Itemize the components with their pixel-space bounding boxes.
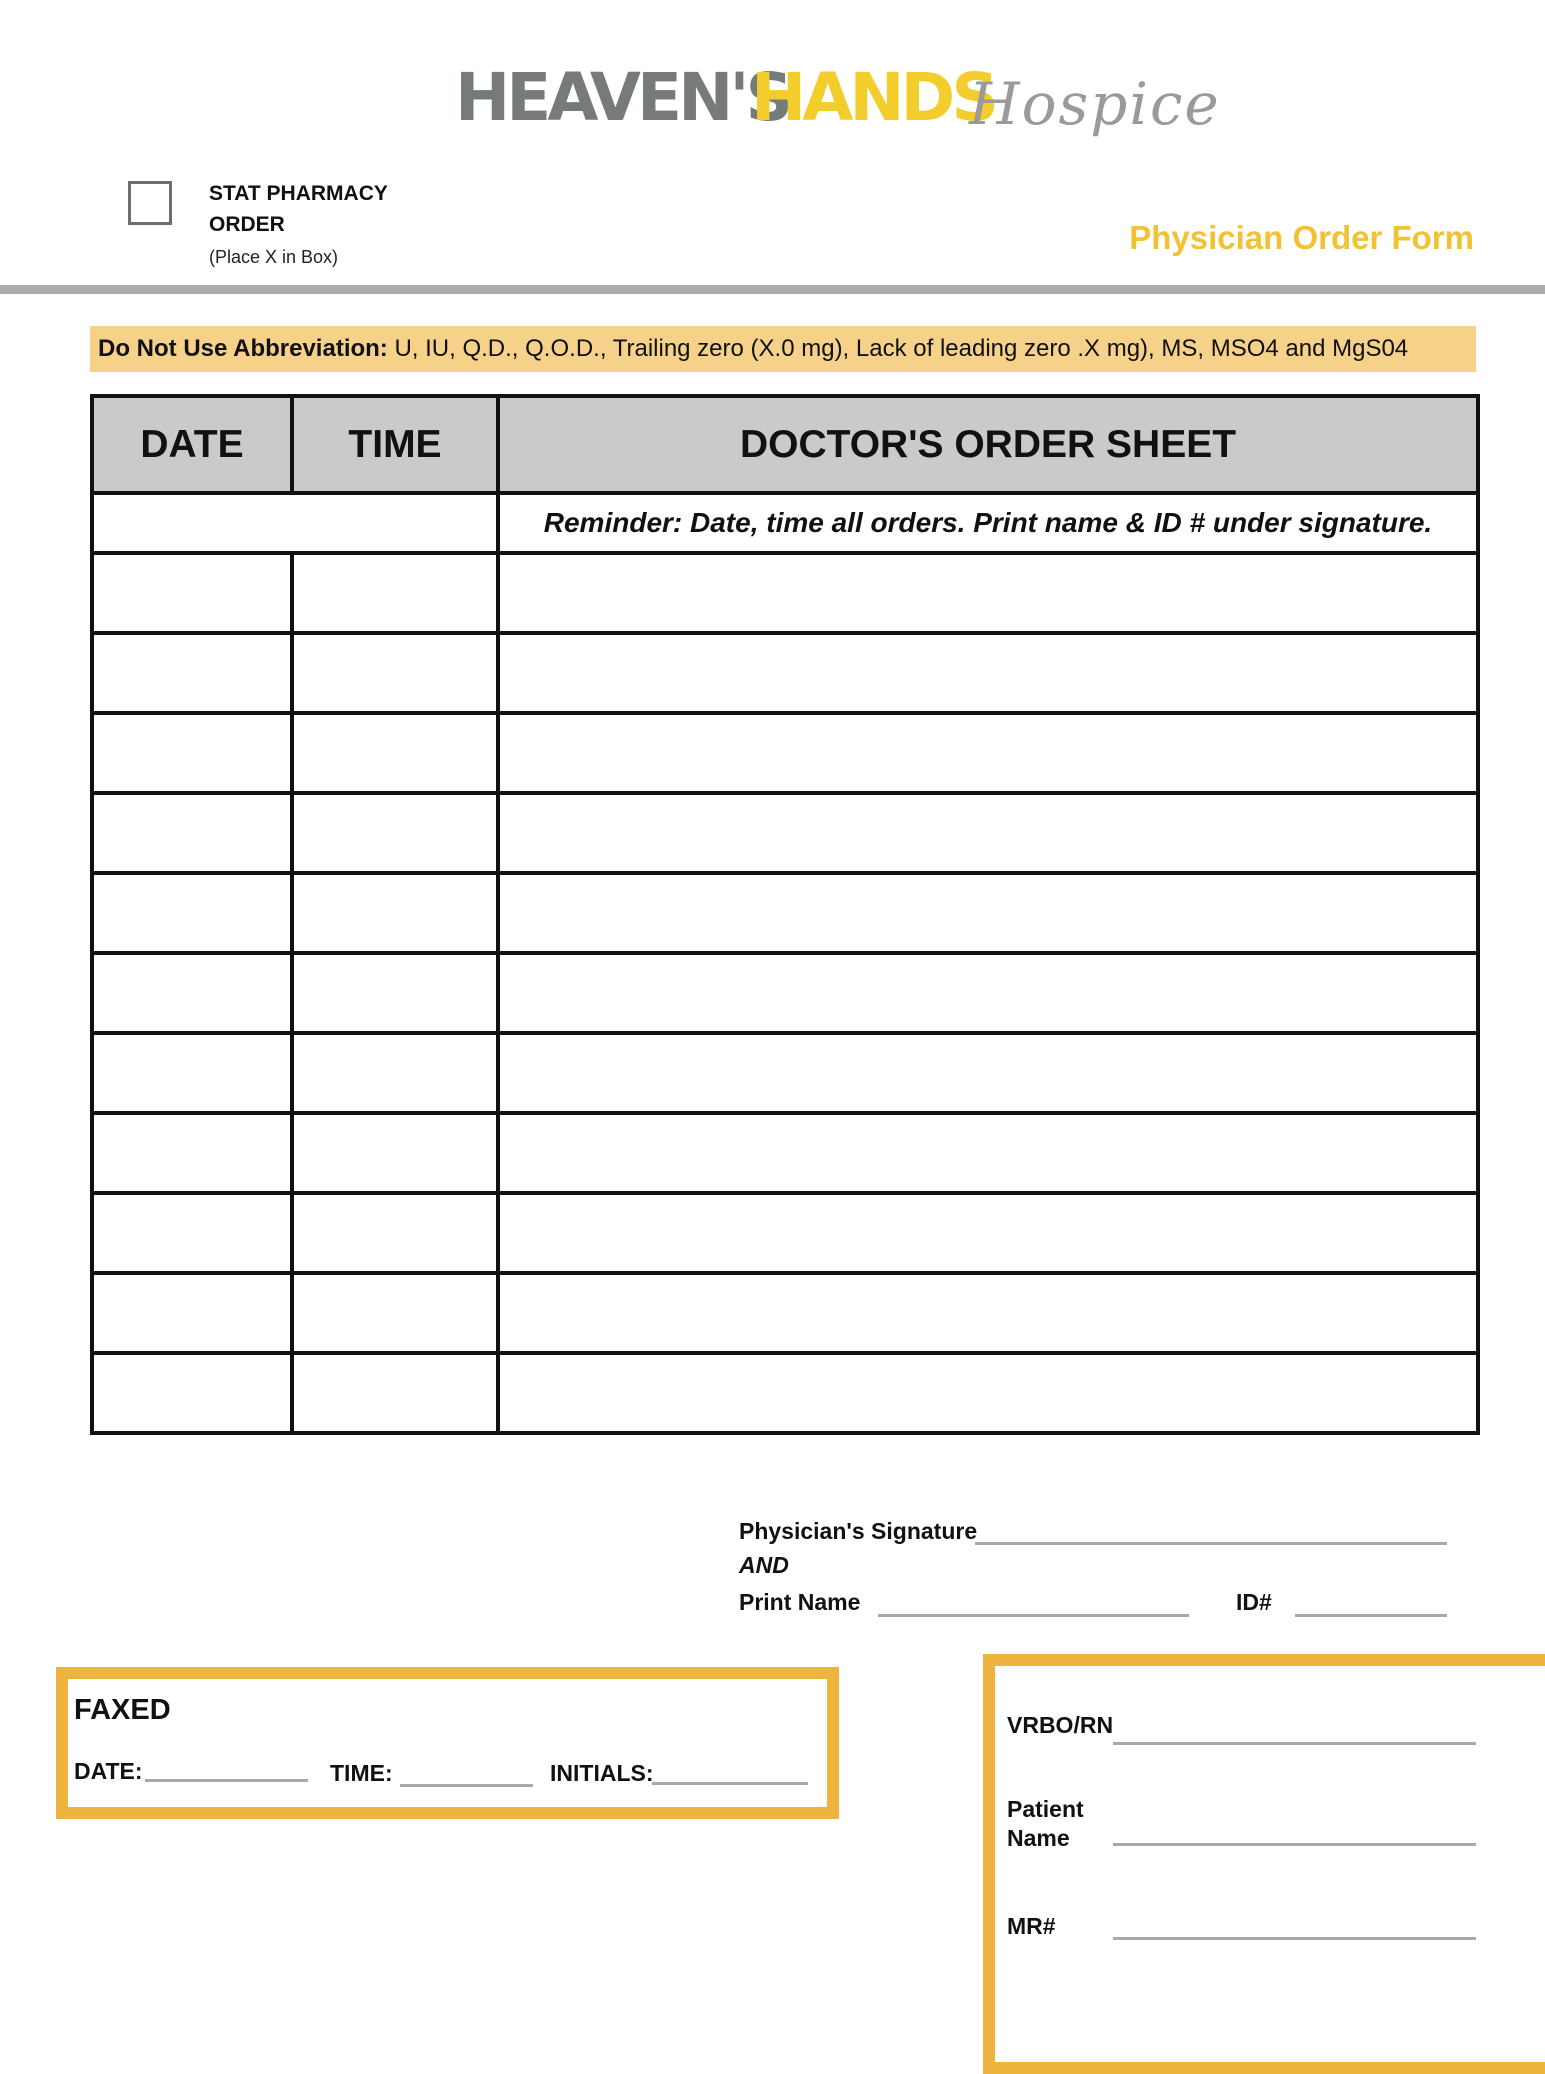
date-cell[interactable] bbox=[92, 1353, 292, 1433]
time-cell[interactable] bbox=[292, 1193, 498, 1273]
order-cell[interactable] bbox=[498, 1113, 1478, 1193]
date-column-header: DATE bbox=[92, 396, 292, 493]
stat-pharmacy-checkbox[interactable] bbox=[128, 181, 172, 225]
id-line[interactable] bbox=[1295, 1614, 1447, 1617]
table-row bbox=[92, 713, 1478, 793]
fax-initials-label: INITIALS: bbox=[550, 1760, 654, 1786]
date-cell[interactable] bbox=[92, 1193, 292, 1273]
order-cell[interactable] bbox=[498, 953, 1478, 1033]
date-cell[interactable] bbox=[92, 1033, 292, 1113]
order-cell[interactable] bbox=[498, 1193, 1478, 1273]
faxed-title: FAXED bbox=[74, 1694, 171, 1726]
order-cell[interactable] bbox=[498, 793, 1478, 873]
order-cell[interactable] bbox=[498, 553, 1478, 633]
order-column-header: DOCTOR'S ORDER SHEET bbox=[498, 396, 1478, 493]
order-cell[interactable] bbox=[498, 1033, 1478, 1113]
time-cell[interactable] bbox=[292, 713, 498, 793]
vrbo-rn-line[interactable] bbox=[1113, 1742, 1476, 1745]
date-cell[interactable] bbox=[92, 793, 292, 873]
physician-signature-line[interactable] bbox=[975, 1542, 1447, 1545]
date-cell[interactable] bbox=[92, 553, 292, 633]
stat-pharmacy-hint: (Place X in Box) bbox=[209, 247, 339, 267]
table-row bbox=[92, 553, 1478, 633]
and-label: AND bbox=[739, 1552, 789, 1578]
reminder-row bbox=[92, 493, 1478, 553]
order-cell[interactable] bbox=[498, 713, 1478, 793]
faxed-box bbox=[56, 1667, 839, 1819]
table-header-row bbox=[92, 396, 1478, 493]
time-cell[interactable] bbox=[292, 873, 498, 953]
table-row bbox=[92, 1033, 1478, 1113]
physician-signature-label: Physician's Signature bbox=[739, 1518, 978, 1544]
table-row bbox=[92, 793, 1478, 873]
table-row bbox=[92, 1353, 1478, 1433]
table-row bbox=[92, 1113, 1478, 1193]
reminder-text: Reminder: Date, time all orders. Print name & ID # under signature. bbox=[498, 493, 1478, 553]
fax-time-line[interactable] bbox=[400, 1784, 533, 1787]
vrbo-rn-label: VRBO/RN bbox=[1007, 1712, 1114, 1738]
order-cell[interactable] bbox=[498, 633, 1478, 713]
print-name-line[interactable] bbox=[878, 1614, 1189, 1617]
time-cell[interactable] bbox=[292, 793, 498, 873]
date-cell[interactable] bbox=[92, 1113, 292, 1193]
time-cell[interactable] bbox=[292, 1113, 498, 1193]
doctors-order-table bbox=[90, 394, 1480, 1435]
reminder-blank-cell bbox=[92, 493, 498, 553]
date-cell[interactable] bbox=[92, 633, 292, 713]
time-column-header: TIME bbox=[292, 396, 498, 493]
table-row bbox=[92, 953, 1478, 1033]
id-label: ID# bbox=[1236, 1589, 1272, 1615]
patient-name-label: Patient Name bbox=[1007, 1796, 1084, 1851]
time-cell[interactable] bbox=[292, 1273, 498, 1353]
abbreviation-label: Do Not Use Abbreviation: bbox=[98, 335, 388, 362]
table-row bbox=[92, 633, 1478, 713]
header-divider bbox=[0, 285, 1545, 294]
table-row bbox=[92, 873, 1478, 953]
print-name-label: Print Name bbox=[739, 1589, 861, 1615]
mr-number-line[interactable] bbox=[1113, 1937, 1476, 1940]
mr-number-label: MR# bbox=[1007, 1913, 1056, 1939]
fax-date-label: DATE: bbox=[74, 1758, 143, 1784]
date-cell[interactable] bbox=[92, 953, 292, 1033]
time-cell[interactable] bbox=[292, 633, 498, 713]
abbreviation-warning-banner bbox=[90, 326, 1476, 372]
order-cell[interactable] bbox=[498, 873, 1478, 953]
stat-pharmacy-label: STAT PHARMACY ORDER bbox=[209, 182, 388, 236]
fax-initials-line[interactable] bbox=[652, 1782, 808, 1785]
time-cell[interactable] bbox=[292, 1033, 498, 1113]
logo-hospice-script: Hospice bbox=[969, 70, 1221, 138]
logo-hands-text: HANDS bbox=[751, 59, 995, 136]
fax-time-label: TIME: bbox=[330, 1760, 393, 1786]
order-cell[interactable] bbox=[498, 1273, 1478, 1353]
logo-heavens-text: HEAVEN'S bbox=[455, 59, 790, 136]
time-cell[interactable] bbox=[292, 553, 498, 633]
fax-date-line[interactable] bbox=[145, 1779, 308, 1782]
table-row bbox=[92, 1273, 1478, 1353]
time-cell[interactable] bbox=[292, 953, 498, 1033]
date-cell[interactable] bbox=[92, 1273, 292, 1353]
table-row bbox=[92, 1193, 1478, 1273]
order-cell[interactable] bbox=[498, 1353, 1478, 1433]
date-cell[interactable] bbox=[92, 873, 292, 953]
date-cell[interactable] bbox=[92, 713, 292, 793]
abbreviation-list: U, IU, Q.D., Q.O.D., Trailing zero (X.0 mg), Lack of leading zero .X mg), MS, MSO4 and MgS04 bbox=[387, 335, 1409, 362]
form-title: Physician Order Form bbox=[1129, 219, 1474, 256]
time-cell[interactable] bbox=[292, 1353, 498, 1433]
patient-name-line[interactable] bbox=[1113, 1843, 1476, 1846]
